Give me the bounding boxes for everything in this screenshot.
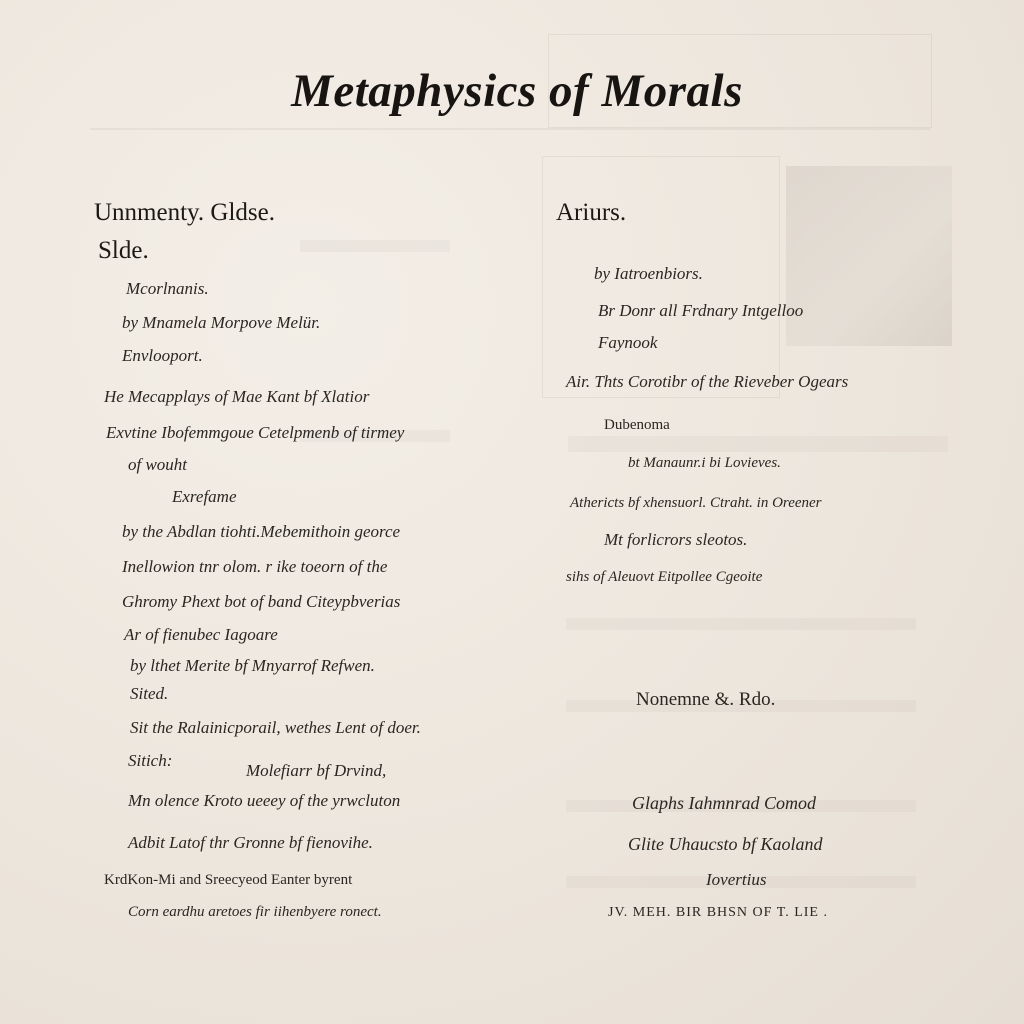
right-line: Dubenoma: [604, 417, 670, 433]
right-line: sihs of Aleuovt Eitpollee Cgeoite: [566, 569, 763, 585]
right-line: Glaphs Iahmnrad Comod: [632, 793, 817, 813]
left-subheading: Slde.: [98, 237, 149, 264]
ghost-text: [568, 436, 948, 452]
left-line: Inellowion tnr olom. r ike toeorn of the: [122, 557, 388, 576]
ghost-text: [566, 618, 916, 630]
right-line: by Iatroenbiors.: [594, 264, 703, 283]
left-line: Exvtine Ibofemmgoue Cetelpmenb of tirmey: [106, 423, 405, 442]
ghost-photo: [786, 166, 952, 346]
left-line: Adbit Latof thr Gronne bf fienovihe.: [128, 833, 373, 852]
ghost-text: [300, 240, 450, 252]
right-line: Athericts bf xhensuorl. Ctraht. in Oreener: [570, 495, 822, 511]
left-heading: Unnmenty. Gldse.: [94, 199, 275, 226]
left-line: Sitich:: [128, 751, 173, 770]
right-line: Nonemne &. Rdo.: [636, 689, 776, 710]
right-line: Iovertius: [706, 870, 767, 889]
left-line: Envlooport.: [122, 346, 203, 365]
left-line: Molefiarr bf Drvind,: [246, 761, 387, 780]
left-line: by Mnamela Morpove Melür.: [122, 313, 321, 332]
left-line: by lthet Merite bf Mnyarrof Refwen.: [130, 656, 375, 675]
right-line: JV. MEH. BIR BHSN OF T. LIE .: [608, 905, 828, 920]
right-line: Faynook: [598, 333, 658, 352]
right-line: Glite Uhaucsto bf Kaoland: [628, 834, 823, 854]
right-line: Air. Thts Corotibr of the Rieveber Ogears: [566, 372, 849, 391]
right-heading: Ariurs.: [556, 199, 627, 226]
left-line: Mcorlnanis.: [126, 279, 209, 298]
right-line: Mt forlicrors sleotos.: [604, 530, 748, 549]
right-line: Br Donr all Frdnary Intgelloo: [598, 301, 804, 320]
ghost-rule: [90, 128, 930, 130]
left-line: by the Abdlan tiohti.Mebemithoin georce: [122, 522, 401, 541]
left-line: Sit the Ralainicporail, wethes Lent of doer.: [130, 718, 421, 737]
left-line: KrdKon-Mi and Sreecyeod Eanter byrent: [104, 872, 353, 888]
left-line: Corn eardhu aretoes fir iihenbyere ronect.: [128, 904, 382, 920]
page-title: Metaphysics of Morals: [291, 65, 743, 117]
left-line: Sited.: [130, 684, 169, 703]
left-line: Ar of fienubec Iagoare: [124, 625, 278, 644]
left-line: Mn olence Kroto ueeey of the yrwcluton: [128, 791, 401, 810]
left-line: Ghromy Phext bot of band Citeypbverias: [122, 592, 401, 611]
left-line: of wouht: [128, 455, 188, 474]
right-line: bt Manaunr.i bi Lovieves.: [628, 455, 781, 471]
left-line: He Mecapplays of Mae Kant bf Xlatior: [104, 387, 370, 406]
left-line: Exrefame: [172, 487, 237, 506]
